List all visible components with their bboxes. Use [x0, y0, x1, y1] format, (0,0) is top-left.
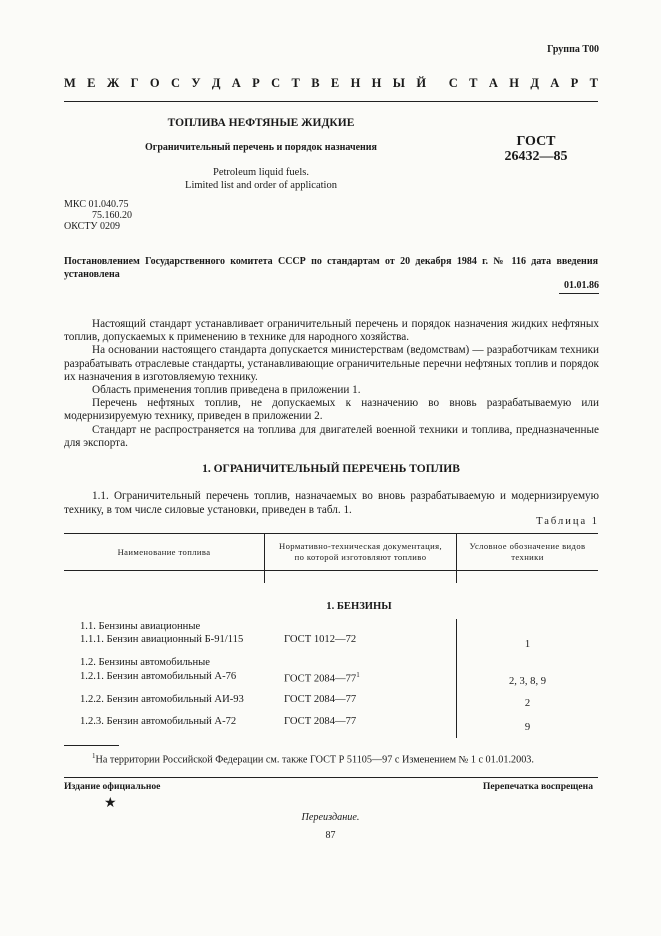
table-header-equipment-codes: [457, 541, 598, 563]
heading-letter: Д: [530, 76, 539, 90]
table-header-bottom-border: [64, 570, 598, 571]
table-row-codes: 9: [524, 722, 531, 733]
table-row-doc: [284, 671, 360, 685]
heading-letter: В: [311, 76, 320, 90]
table-header-fuel-name: Наименование топлива: [117, 547, 211, 557]
decree-text: Постановлением Государственного комитета СССР по стандартам от 20 декабря 1984 г. № 116 дата введения установлена: [64, 256, 598, 280]
gost-label: ГОСТ: [516, 134, 556, 149]
english-title-line1: Petroleum liquid fuels.: [213, 167, 309, 178]
heading-letter: У: [191, 76, 201, 90]
footnote-mark: 1: [92, 752, 96, 760]
table-row-doc: ГОСТ 2084—77: [284, 716, 357, 727]
table-row-codes: 2, 3, 8, 9: [508, 676, 547, 687]
group-code: Группа Т00: [547, 44, 599, 55]
intro-paragraph: На основании настоящего стандарта допускается министерствам (ведомствам) — разработчикам техники разрабатывать отраслевые стандарты, устанавливающие ограничительные перечни нефтяных топлив и порядок их назначения в изготовляемую технику.: [64, 344, 599, 383]
heading-letter: Н: [371, 76, 382, 90]
heading-letter: Т: [291, 76, 300, 90]
intro-paragraph: Область применения топлив приведена в приложении 1.: [92, 384, 361, 397]
reissue-note: Переиздание.: [301, 812, 360, 823]
date-underline: [559, 293, 599, 294]
document-title: ТОПЛИВА НЕФТЯНЫЕ ЖИДКИЕ: [167, 117, 355, 129]
star-icon: ★: [104, 796, 117, 811]
table-row-name: 1.1. Бензины авиационные: [80, 621, 201, 632]
table-row-doc: ГОСТ 1012—72: [284, 634, 357, 645]
gost-designation: [484, 134, 588, 164]
heading-letter: Ж: [106, 76, 120, 90]
heading-letter: Е: [87, 76, 96, 90]
table-header-equipment-codes-line2: техники: [511, 552, 544, 562]
heading-letter: А: [550, 76, 560, 90]
intro-text: [64, 318, 599, 450]
heading-letter: Н: [350, 76, 361, 90]
heading-letter: Е: [330, 76, 340, 90]
footnote: [92, 752, 534, 765]
introduction-date: 01.01.86: [564, 280, 599, 291]
heading-letter: Н: [509, 76, 519, 90]
section-paragraph: [64, 490, 599, 517]
gost-number: 26432—85: [504, 149, 568, 164]
table-header-documentation-line2: по которой изготовляют топливо: [294, 552, 427, 562]
table-section-title: 1. БЕНЗИНЫ: [326, 601, 392, 612]
heading-letter: Т: [469, 76, 478, 90]
document-subtitle: Ограничительный перечень и порядок назначения: [145, 142, 377, 153]
intro-paragraph: Перечень нефтяных топлив, не допускаемых к назначению во вновь разрабатываемую или модернизируемую технику, приведен в приложении 2.: [64, 397, 599, 423]
header-divider: [64, 101, 598, 102]
table-row-name: 1.2. Бензины автомобильные: [80, 657, 210, 668]
heading-letter: Й: [416, 76, 427, 90]
intro-paragraph: Стандарт не распространяется на топлива для двигателей военной техники и топлива, предназначенные для экспорта.: [64, 423, 599, 449]
heading-letter: А: [231, 76, 241, 90]
table-row-codes: 2: [524, 698, 531, 709]
footnote-reference: 1: [356, 671, 360, 679]
heading-letter: Д: [211, 76, 221, 90]
table-row-codes: 1: [524, 639, 531, 650]
standard-type-heading: [64, 76, 598, 91]
heading-letter: С: [448, 76, 458, 90]
heading-letter: О: [149, 76, 160, 90]
footnote-text: На территории Российской Федерации см. также ГОСТ Р 51105—97 с Изменением № 1 с 01.01.2003.: [95, 754, 534, 766]
paragraph-1-1: 1.1. Ограничительный перечень топлив, назначаемых во вновь разрабатываемую и модернизируемую технику, в том числе силовые установки, приведен в табл. 1.: [64, 490, 599, 516]
mks-code-1: МКС 01.040.75: [64, 199, 129, 210]
table-header-equipment-codes-line1: Условное обозначение видов: [469, 541, 586, 551]
footnote-divider: [64, 745, 119, 746]
heading-letter: Ы: [392, 76, 406, 90]
table-label: Таблица 1: [536, 516, 599, 527]
heading-letter: А: [488, 76, 498, 90]
classification-codes: [64, 199, 132, 232]
table-row-name: 1.1.1. Бензин авиационный Б-91/115: [80, 634, 244, 645]
heading-letter: Р: [570, 76, 579, 90]
heading-letter: С: [271, 76, 281, 90]
section-title: 1. ОГРАНИЧИТЕЛЬНЫЙ ПЕРЕЧЕНЬ ТОПЛИВ: [202, 463, 460, 475]
table-row-name: 1.2.3. Бензин автомобильный А-72: [80, 716, 237, 727]
okstu-code: ОКСТУ 0209: [64, 221, 121, 232]
table-header-documentation: [265, 541, 456, 563]
table-row-doc: ГОСТ 2084—77: [284, 694, 357, 705]
english-title: [112, 166, 410, 192]
table-row-name: 1.2.1. Бензин автомобильный А-76: [80, 671, 237, 682]
heading-letter: С: [170, 76, 180, 90]
mks-code-2: 75.160.20: [92, 210, 132, 221]
english-title-line2: Limited list and order of application: [185, 180, 337, 191]
table-row-name: 1.2.2. Бензин автомобильный АИ-93: [80, 694, 244, 705]
heading-letter: М: [64, 76, 76, 90]
table-row-doc-text: ГОСТ 2084—77: [284, 673, 357, 685]
reprint-notice: Перепечатка воспрещена: [482, 781, 593, 792]
heading-letter: Р: [252, 76, 260, 90]
table-top-border: [64, 533, 598, 534]
heading-letter: Т: [589, 76, 598, 90]
page-number: 87: [325, 830, 336, 841]
table-header-documentation-line1: Нормативно-техническая документация,: [278, 541, 443, 551]
intro-paragraph: Настоящий стандарт устанавливает ограничительный перечень и порядок назначения жидких нефтяных топлив, допускаемых к применению в технике для народного хозяйства.: [64, 318, 599, 344]
official-edition: Издание официальное: [64, 781, 161, 792]
heading-letter: Г: [130, 76, 139, 90]
footer-divider: [64, 777, 598, 778]
